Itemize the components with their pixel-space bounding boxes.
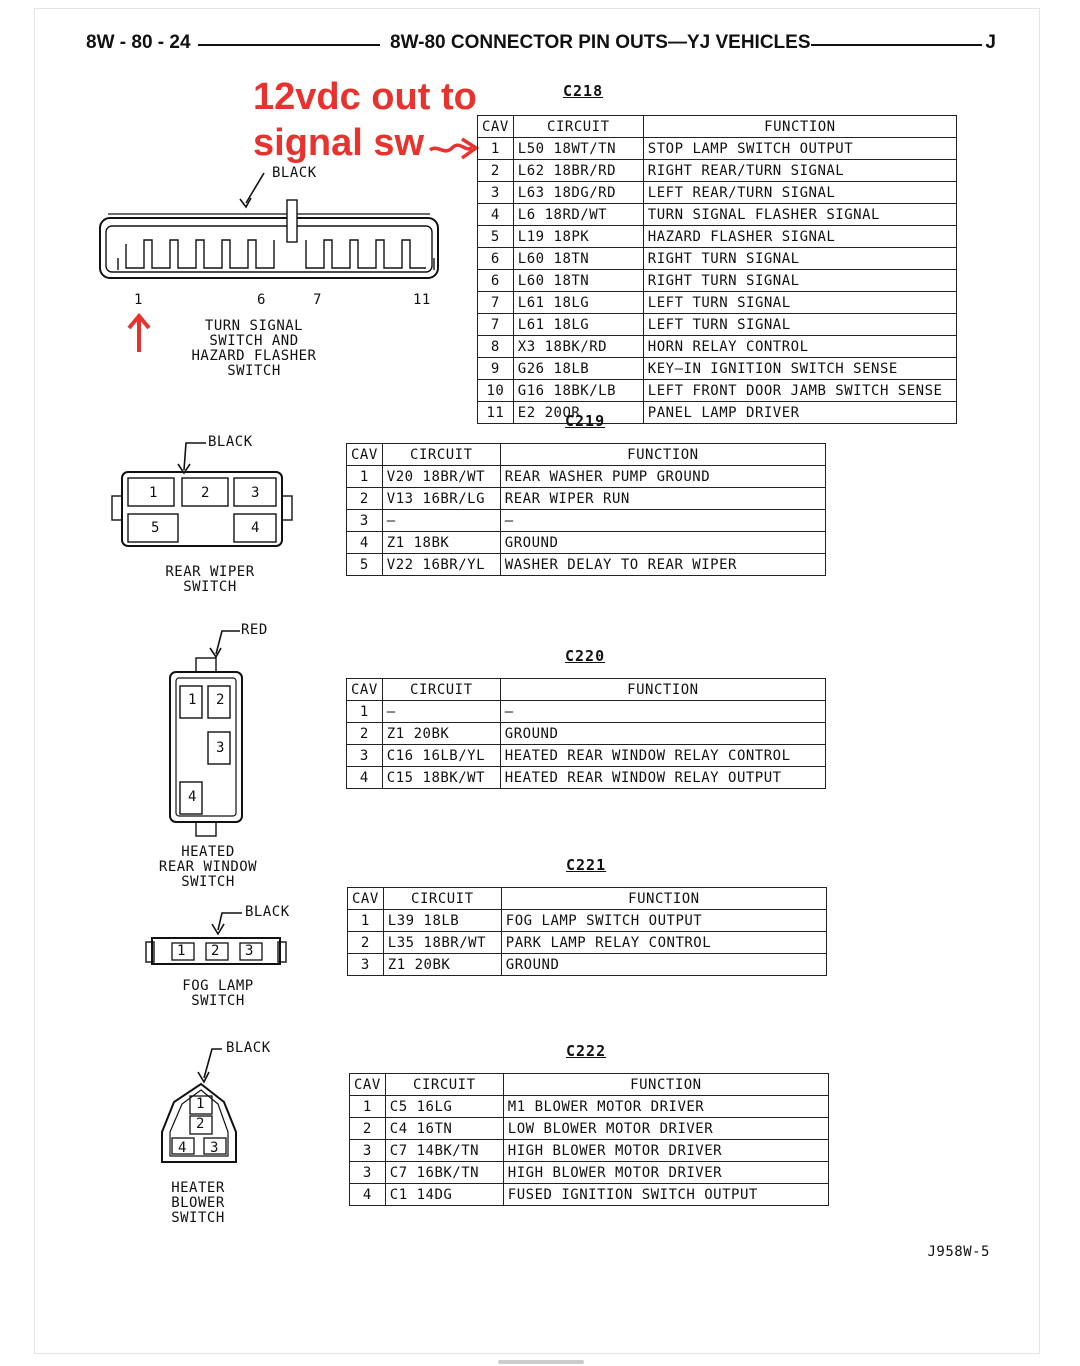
cav-cell: 1 (348, 910, 384, 932)
column-header: CIRCUIT (513, 116, 643, 138)
cav-cell: 1 (347, 466, 383, 488)
table-row (348, 910, 827, 932)
function-cell: LEFT TURN SIGNAL (643, 292, 956, 314)
figure-code: J958W-5 (927, 1244, 990, 1260)
circuit-cell: Z1 18BK (382, 532, 500, 554)
table-row (348, 954, 827, 976)
page-title: 8W-80 CONNECTOR PIN OUTS—YJ VEHICLES (390, 32, 811, 53)
function-cell: RIGHT REAR/TURN SIGNAL (643, 160, 956, 182)
cav-cell: 1 (478, 138, 514, 160)
table-row (478, 182, 957, 204)
table-row (347, 510, 826, 532)
table-row (478, 402, 957, 424)
circuit-cell: L62 18BR/RD (513, 160, 643, 182)
cav-cell: 2 (350, 1118, 386, 1140)
c222-pin-number: 1 (196, 1096, 205, 1112)
function-cell: M1 BLOWER MOTOR DRIVER (503, 1096, 828, 1118)
c219-pin-number: 3 (251, 485, 260, 501)
table-row (478, 160, 957, 182)
column-header: CAV (347, 444, 383, 466)
circuit-cell: C16 16LB/YL (382, 745, 500, 767)
table-row (478, 314, 957, 336)
c220-title: C220 (565, 647, 606, 665)
function-cell: FUSED IGNITION SWITCH OUTPUT (503, 1184, 828, 1206)
function-cell: HORN RELAY CONTROL (643, 336, 956, 358)
c222-wire-color: BLACK (226, 1040, 271, 1056)
function-cell: HIGH BLOWER MOTOR DRIVER (503, 1140, 828, 1162)
table-row (478, 248, 957, 270)
c222-pin-number: 3 (210, 1140, 219, 1156)
circuit-cell: G16 18BK/LB (513, 380, 643, 402)
column-header: FUNCTION (643, 116, 956, 138)
cav-cell: 4 (478, 204, 514, 226)
page-header (86, 30, 996, 58)
column-header: CIRCUIT (383, 888, 501, 910)
function-cell: RIGHT TURN SIGNAL (643, 270, 956, 292)
table-row (478, 380, 957, 402)
annotation-arrow-icon (428, 134, 480, 164)
column-header: FUNCTION (503, 1074, 828, 1096)
function-cell: WASHER DELAY TO REAR WIPER (500, 554, 825, 576)
c218-title: C218 (563, 82, 604, 100)
circuit-cell: C4 16TN (385, 1118, 503, 1140)
table-row (347, 701, 826, 723)
cav-cell: 8 (478, 336, 514, 358)
function-cell: LOW BLOWER MOTOR DRIVER (503, 1118, 828, 1140)
c219-connector-diagram (110, 434, 290, 550)
c218-pin-number: 7 (313, 292, 322, 308)
circuit-cell: L19 18PK (513, 226, 643, 248)
c221-pin-table (347, 887, 827, 976)
c218-wire-color: BLACK (272, 165, 317, 181)
cav-cell: 2 (478, 160, 514, 182)
c218-pin-number: 1 (134, 292, 143, 308)
cav-cell: 3 (350, 1162, 386, 1184)
scroll-indicator (498, 1360, 584, 1364)
c218-pin-number: 6 (257, 292, 266, 308)
c222-switch-label: HEATER BLOWER SWITCH (171, 1180, 225, 1226)
c220-pin-number: 3 (216, 740, 225, 756)
table-row (478, 270, 957, 292)
annotation-line-1: 12vdc out to (253, 76, 477, 118)
table-row (347, 767, 826, 789)
c219-switch-label: REAR WIPER SWITCH (165, 564, 255, 595)
c222-pin-number: 2 (196, 1116, 205, 1132)
circuit-cell: V22 16BR/YL (382, 554, 500, 576)
c218-pin-number: 11 (413, 292, 431, 308)
circuit-cell: C5 16LG (385, 1096, 503, 1118)
cav-cell: 5 (347, 554, 383, 576)
c222-title: C222 (566, 1042, 607, 1060)
c219-pin-number: 5 (151, 520, 160, 536)
circuit-cell: C1 14DG (385, 1184, 503, 1206)
circuit-cell: C7 14BK/TN (385, 1140, 503, 1162)
function-cell: HEATED REAR WINDOW RELAY OUTPUT (500, 767, 825, 789)
cav-cell: 9 (478, 358, 514, 380)
pin1-arrow-icon (124, 312, 154, 354)
circuit-cell: L61 18LG (513, 292, 643, 314)
cav-cell: 5 (478, 226, 514, 248)
cav-cell: 6 (478, 270, 514, 292)
cav-cell: 3 (348, 954, 384, 976)
circuit-cell: L39 18LB (383, 910, 501, 932)
table-row (348, 932, 827, 954)
cav-cell: 3 (347, 510, 383, 532)
c219-pin-number: 2 (201, 485, 210, 501)
function-cell: LEFT REAR/TURN SIGNAL (643, 182, 956, 204)
function-cell: TURN SIGNAL FLASHER SIGNAL (643, 204, 956, 226)
cav-cell: 4 (350, 1184, 386, 1206)
table-row (347, 488, 826, 510)
cav-cell: 7 (478, 314, 514, 336)
c220-connector-diagram (160, 622, 250, 840)
circuit-cell: L61 18LG (513, 314, 643, 336)
function-cell: LEFT TURN SIGNAL (643, 314, 956, 336)
c220-wire-color: RED (241, 622, 268, 638)
table-row (350, 1118, 829, 1140)
circuit-cell: — (382, 701, 500, 723)
circuit-cell: L60 18TN (513, 270, 643, 292)
circuit-cell: Z1 20BK (383, 954, 501, 976)
model-code: J (985, 32, 996, 53)
c221-pin-number: 1 (177, 943, 186, 959)
table-row (350, 1140, 829, 1162)
column-header: FUNCTION (501, 888, 826, 910)
circuit-cell: L60 18TN (513, 248, 643, 270)
circuit-cell: L35 18BR/WT (383, 932, 501, 954)
cav-cell: 1 (350, 1096, 386, 1118)
function-cell: REAR WIPER RUN (500, 488, 825, 510)
function-cell: PARK LAMP RELAY CONTROL (501, 932, 826, 954)
function-cell: GROUND (500, 723, 825, 745)
table-row (350, 1096, 829, 1118)
c218-switch-label: TURN SIGNAL SWITCH AND HAZARD FLASHER SWITCH (191, 318, 317, 379)
c220-pin-number: 1 (188, 692, 197, 708)
c221-switch-label: FOG LAMP SWITCH (182, 978, 254, 1009)
circuit-cell: G26 18LB (513, 358, 643, 380)
header-rule-right (794, 44, 982, 46)
column-header: CIRCUIT (385, 1074, 503, 1096)
circuit-cell: L63 18DG/RD (513, 182, 643, 204)
c220-pin-number: 4 (188, 789, 197, 805)
c221-wire-color: BLACK (245, 904, 290, 920)
cav-cell: 3 (350, 1140, 386, 1162)
c222-pin-number: 4 (178, 1140, 187, 1156)
function-cell: LEFT FRONT DOOR JAMB SWITCH SENSE (643, 380, 956, 402)
table-row (347, 554, 826, 576)
circuit-cell: V13 16BR/LG (382, 488, 500, 510)
function-cell: RIGHT TURN SIGNAL (643, 248, 956, 270)
table-row (478, 358, 957, 380)
table-row (347, 723, 826, 745)
cav-cell: 2 (347, 488, 383, 510)
table-row (478, 336, 957, 358)
cav-cell: 4 (347, 767, 383, 789)
circuit-cell: — (382, 510, 500, 532)
function-cell: — (500, 701, 825, 723)
c221-pin-number: 2 (211, 943, 220, 959)
function-cell: PANEL LAMP DRIVER (643, 402, 956, 424)
c221-connector-diagram (144, 904, 290, 970)
column-header: CAV (348, 888, 384, 910)
table-row (350, 1184, 829, 1206)
c219-title: C219 (565, 412, 606, 430)
column-header: CAV (347, 679, 383, 701)
c218-pin-table (477, 115, 957, 424)
function-cell: REAR WASHER PUMP GROUND (500, 466, 825, 488)
circuit-cell: V20 18BR/WT (382, 466, 500, 488)
cav-cell: 10 (478, 380, 514, 402)
table-row (350, 1162, 829, 1184)
column-header: CAV (478, 116, 514, 138)
c218-connector-diagram (96, 166, 442, 278)
c222-pin-table (349, 1073, 829, 1206)
column-header: CIRCUIT (382, 444, 500, 466)
column-header: CAV (350, 1074, 386, 1096)
table-row (478, 138, 957, 160)
function-cell: — (500, 510, 825, 532)
circuit-cell: C15 18BK/WT (382, 767, 500, 789)
cav-cell: 1 (347, 701, 383, 723)
c219-pin-number: 1 (149, 485, 158, 501)
column-header: CIRCUIT (382, 679, 500, 701)
c221-pin-number: 3 (245, 943, 254, 959)
c220-pin-table (346, 678, 826, 789)
table-row (478, 292, 957, 314)
table-row (347, 532, 826, 554)
table-row (478, 204, 957, 226)
table-row (347, 745, 826, 767)
header-rule-left (198, 44, 380, 46)
table-row (478, 226, 957, 248)
c221-title: C221 (566, 856, 607, 874)
circuit-cell: Z1 20BK (382, 723, 500, 745)
function-cell: HEATED REAR WINDOW RELAY CONTROL (500, 745, 825, 767)
function-cell: GROUND (501, 954, 826, 976)
page-reference: 8W - 80 - 24 (86, 32, 191, 53)
column-header: FUNCTION (500, 679, 825, 701)
c220-switch-label: HEATED REAR WINDOW SWITCH (158, 844, 258, 890)
circuit-cell: L6 18RD/WT (513, 204, 643, 226)
table-row (347, 466, 826, 488)
cav-cell: 11 (478, 402, 514, 424)
cav-cell: 3 (478, 182, 514, 204)
c219-pin-table (346, 443, 826, 576)
cav-cell: 2 (347, 723, 383, 745)
function-cell: FOG LAMP SWITCH OUTPUT (501, 910, 826, 932)
c220-pin-number: 2 (216, 692, 225, 708)
c219-wire-color: BLACK (208, 434, 253, 450)
column-header: FUNCTION (500, 444, 825, 466)
function-cell: KEY—IN IGNITION SWITCH SENSE (643, 358, 956, 380)
function-cell: STOP LAMP SWITCH OUTPUT (643, 138, 956, 160)
cav-cell: 6 (478, 248, 514, 270)
function-cell: HAZARD FLASHER SIGNAL (643, 226, 956, 248)
circuit-cell: C7 16BK/TN (385, 1162, 503, 1184)
cav-cell: 2 (348, 932, 384, 954)
cav-cell: 3 (347, 745, 383, 767)
c219-pin-number: 4 (251, 520, 260, 536)
circuit-cell: E2 20OR (513, 402, 643, 424)
function-cell: HIGH BLOWER MOTOR DRIVER (503, 1162, 828, 1184)
circuit-cell: X3 18BK/RD (513, 336, 643, 358)
annotation-line-2: signal sw (253, 122, 425, 164)
circuit-cell: L50 18WT/TN (513, 138, 643, 160)
function-cell: GROUND (500, 532, 825, 554)
cav-cell: 4 (347, 532, 383, 554)
cav-cell: 7 (478, 292, 514, 314)
